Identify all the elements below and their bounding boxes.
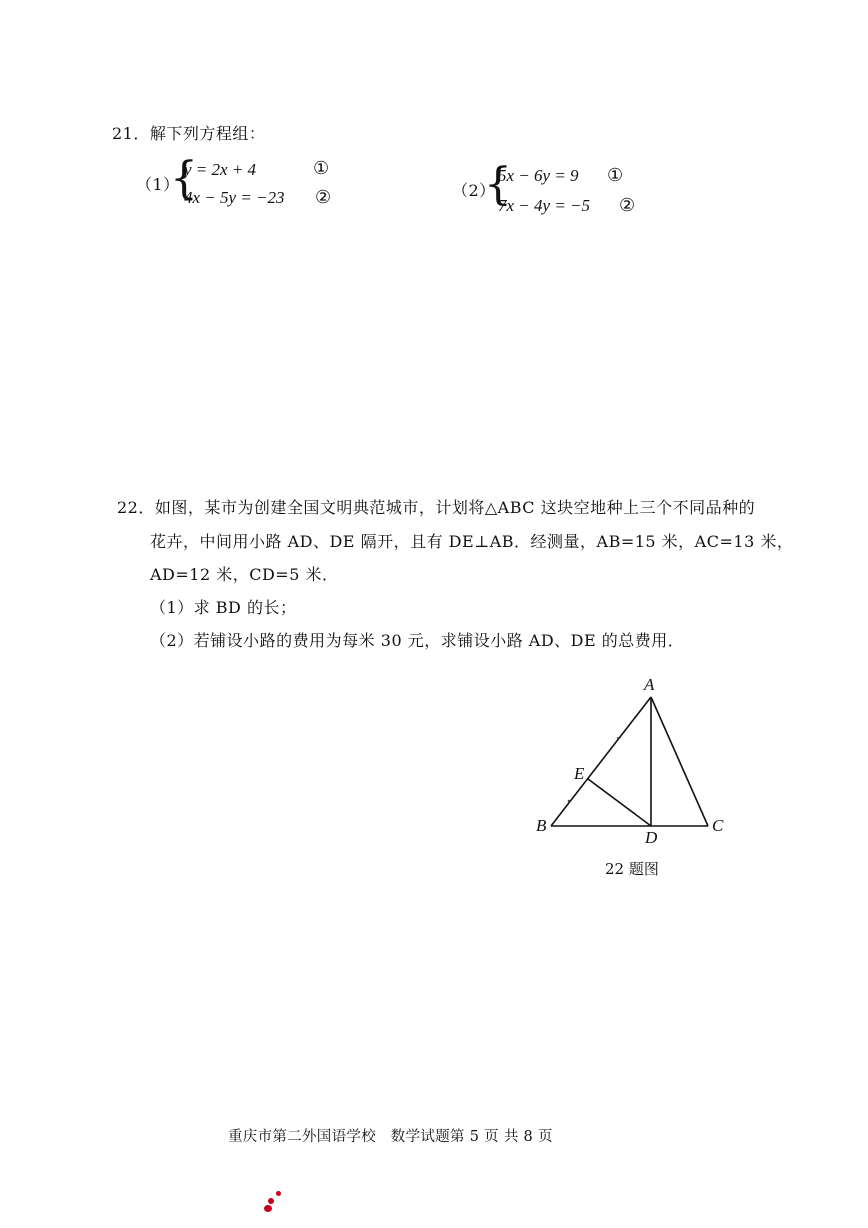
path-de xyxy=(588,779,651,826)
triangle-figure xyxy=(520,668,740,858)
q21-part1-eq2-mark: ② xyxy=(315,187,332,208)
q21-part1-brace: { xyxy=(170,153,198,204)
q21-part2-label: （2） xyxy=(452,181,496,200)
scan-speck xyxy=(568,800,571,803)
side-ac xyxy=(651,697,708,826)
scan-speck xyxy=(605,825,607,827)
q21-part2-eq2-mark: ② xyxy=(619,195,636,216)
q22-sub2: （2）若铺设小路的费用为每米 30 元，求铺设小路 AD、DE 的总费用． xyxy=(150,631,685,650)
label-c: C xyxy=(712,816,724,835)
label-e: E xyxy=(574,764,585,783)
q21-part2-eq1: 5x − 6y = 9 xyxy=(498,166,579,185)
label-b: B xyxy=(536,816,547,835)
q21-part2-eq2: 7x − 4y = −5 xyxy=(498,196,591,215)
q21-part1-eq1: y = 2x + 4 xyxy=(184,160,257,179)
q22-sub1: （1）求 BD 的长； xyxy=(150,598,297,617)
label-a: A xyxy=(644,675,655,694)
q21-stem: 21．解下列方程组： xyxy=(112,124,266,143)
q21-part1-eq1-mark: ① xyxy=(313,158,330,179)
figure-caption: 22 题图 xyxy=(605,860,659,878)
scan-speck xyxy=(617,737,619,739)
q22-line1: 22．如图，某市为创建全国文明典范城市，计划将△ABC 这块空地种上三个不同品种的 xyxy=(117,498,756,517)
q21-part2-eq1-mark: ① xyxy=(607,165,624,186)
label-d: D xyxy=(645,828,658,847)
q22-line3: AD=12 米，CD=5 米． xyxy=(150,565,339,584)
q21-part1-eq2: 4x − 5y = −23 xyxy=(184,188,285,207)
q22-line2: 花卉，中间用小路 AD、DE 隔开，且有 DE⊥AB．经测量，AB=15 米，AC=13 米， xyxy=(150,532,794,551)
q21-part1-label: （1） xyxy=(136,175,180,194)
side-ab xyxy=(551,697,651,826)
page-footer: 重庆市第二外国语学校 数学试题第 5 页 共 8 页 xyxy=(228,1129,553,1145)
q21-part2-brace: { xyxy=(484,159,512,210)
